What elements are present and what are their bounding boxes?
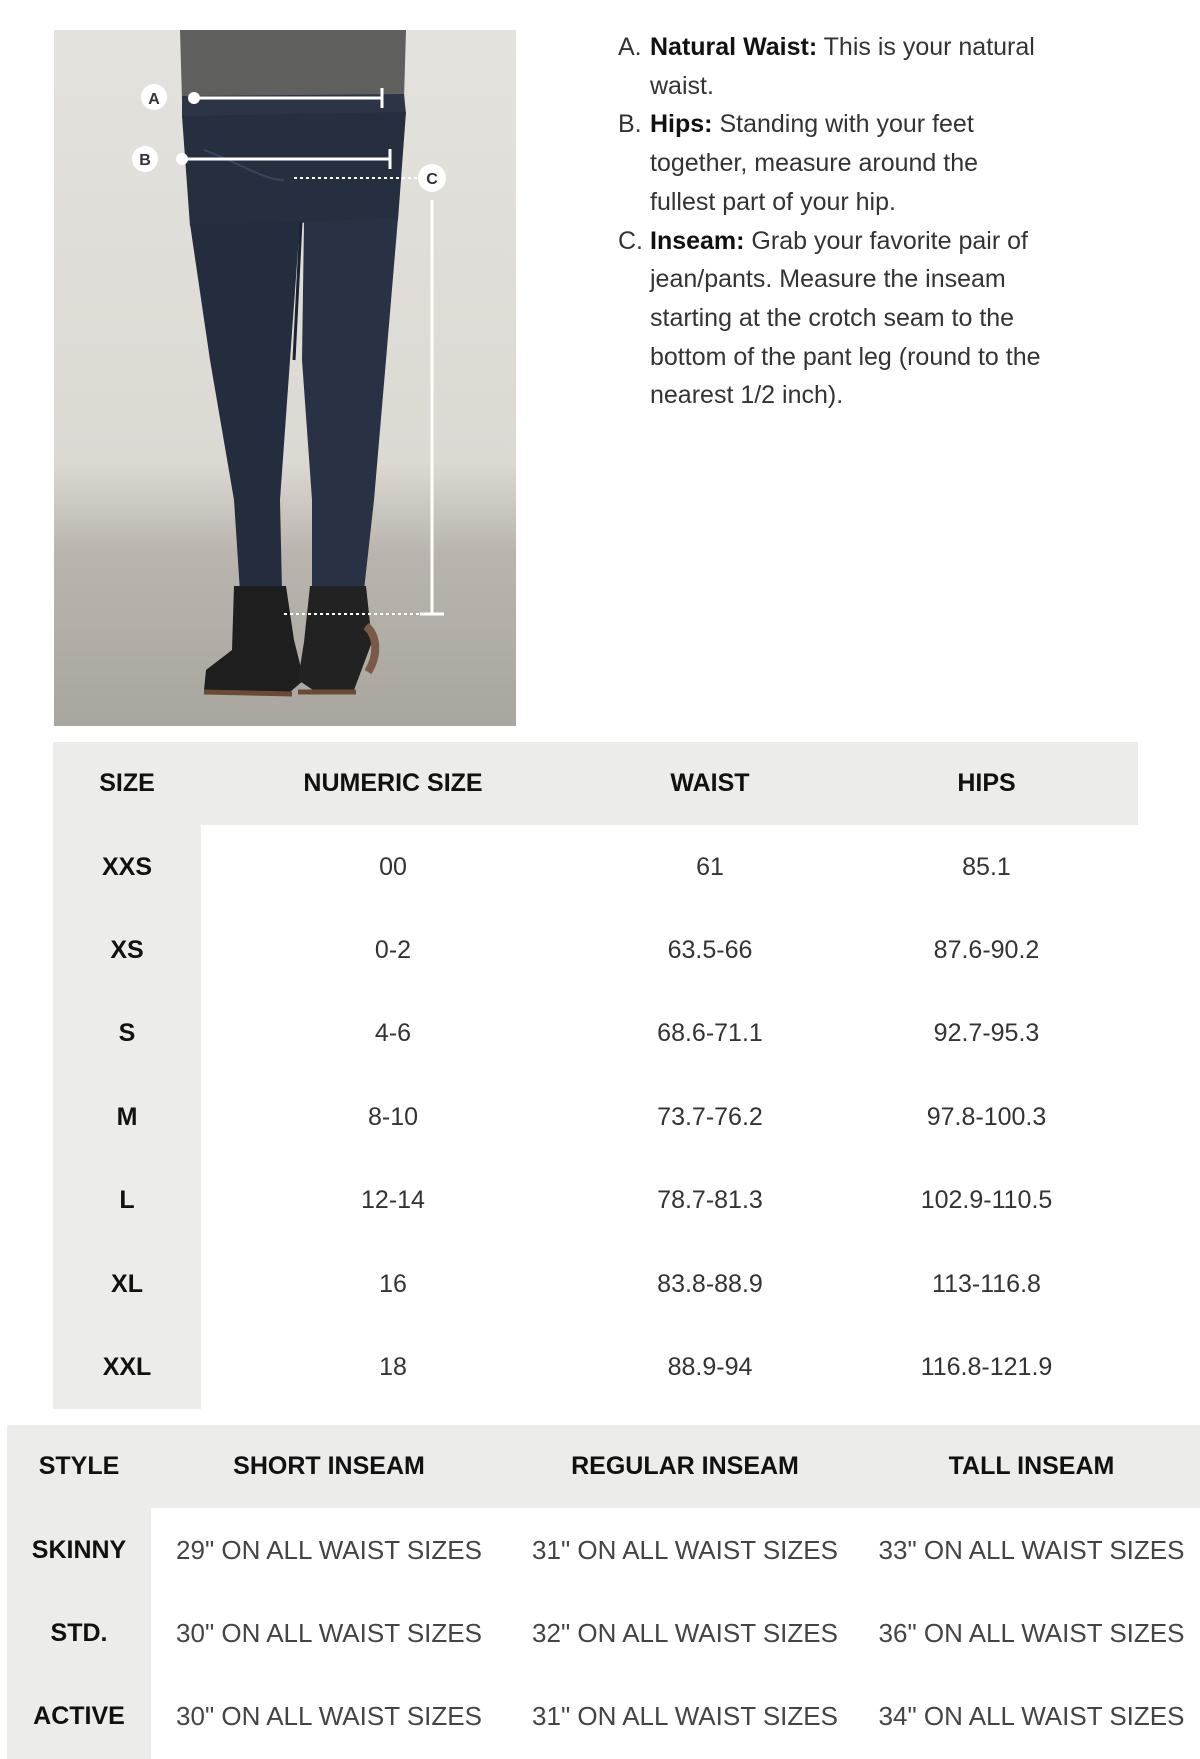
header-waist: WAIST: [585, 742, 835, 825]
header-numeric-size: NUMERIC SIZE: [201, 742, 585, 825]
table-row: [7, 1508, 1200, 1591]
numeric-size-cell: 8-10: [201, 1076, 585, 1159]
measurement-figure: [54, 30, 516, 726]
instruction-letter: A.: [618, 33, 642, 61]
hips-cell: 102.9-110.5: [835, 1159, 1138, 1242]
jeans-illustration: [54, 30, 516, 726]
tall-inseam-cell: 34" ON ALL WAIST SIZES: [863, 1675, 1200, 1758]
instruction-text: Standing with your feet together, measure around the fullest part of your hip.: [650, 110, 979, 216]
header-hips: HIPS: [835, 742, 1138, 825]
tall-inseam-cell: 33" ON ALL WAIST SIZES: [863, 1508, 1200, 1591]
instruction-text: This is your natural waist.: [650, 33, 1035, 100]
header-regular-inseam: REGULAR INSEAM: [507, 1425, 863, 1508]
marker-a: [141, 84, 167, 110]
numeric-size-cell: 4-6: [201, 992, 585, 1075]
tall-inseam-cell: 36" ON ALL WAIST SIZES: [863, 1592, 1200, 1675]
style-label: STD.: [7, 1592, 151, 1675]
size-label: XXS: [53, 825, 201, 908]
size-label: M: [53, 1076, 201, 1159]
instruction-letter: B.: [618, 110, 642, 139]
short-inseam-cell: 30" ON ALL WAIST SIZES: [151, 1592, 507, 1675]
header-size: SIZE: [53, 742, 201, 825]
size-label: XXL: [53, 1326, 201, 1409]
hips-cell: 85.1: [835, 825, 1138, 908]
marker-b: [132, 146, 158, 172]
hips-cell: 113-116.8: [835, 1242, 1138, 1325]
svg-text:A: A: [148, 91, 160, 108]
regular-inseam-cell: 31" ON ALL WAIST SIZES: [507, 1508, 863, 1591]
short-inseam-cell: 29" ON ALL WAIST SIZES: [151, 1508, 507, 1591]
marker-c: [418, 164, 446, 192]
instruction-inseam: [618, 222, 1048, 416]
hips-cell: 116.8-121.9: [835, 1326, 1138, 1409]
table-row: [53, 1076, 1138, 1159]
instruction-text: Grab your favorite pair of jean/pants. Measure the inseam starting at the crotch seam to the bottom of the pant leg (round to the nearest 1/2 inch).: [650, 226, 1041, 410]
table-row: [53, 1242, 1138, 1325]
instruction-natural-waist: [618, 28, 1048, 105]
size-label: L: [53, 1159, 201, 1242]
measurement-instructions: [618, 28, 1048, 415]
waist-cell: 63.5-66: [585, 909, 835, 992]
regular-inseam-cell: 32" ON ALL WAIST SIZES: [507, 1592, 863, 1675]
numeric-size-cell: 16: [201, 1242, 585, 1325]
instruction-term: Natural Waist:: [650, 33, 818, 61]
header-short-inseam: SHORT INSEAM: [151, 1425, 507, 1508]
short-inseam-cell: 30" ON ALL WAIST SIZES: [151, 1675, 507, 1758]
size-label: XS: [53, 909, 201, 992]
style-label: ACTIVE: [7, 1675, 151, 1758]
size-label: S: [53, 992, 201, 1075]
waist-cell: 73.7-76.2: [585, 1076, 835, 1159]
table-row: [7, 1592, 1200, 1675]
table-row: [53, 909, 1138, 992]
inseam-table: [7, 1425, 1200, 1759]
numeric-size-cell: 12-14: [201, 1159, 585, 1242]
regular-inseam-cell: 31" ON ALL WAIST SIZES: [507, 1675, 863, 1758]
instruction-letter: C.: [618, 226, 643, 255]
header-tall-inseam: TALL INSEAM: [863, 1425, 1200, 1508]
waist-cell: 83.8-88.9: [585, 1242, 835, 1325]
numeric-size-cell: 0-2: [201, 909, 585, 992]
style-label: SKINNY: [7, 1508, 151, 1591]
size-label: XL: [53, 1242, 201, 1325]
svg-text:C: C: [426, 171, 438, 188]
table-row: [53, 1159, 1138, 1242]
instruction-hips: [618, 105, 1048, 221]
waist-cell: 61: [585, 825, 835, 908]
table-row: [53, 825, 1138, 908]
svg-text:B: B: [139, 152, 151, 169]
hips-cell: 87.6-90.2: [835, 909, 1138, 992]
table-row: [53, 992, 1138, 1075]
numeric-size-cell: 00: [201, 825, 585, 908]
waist-cell: 68.6-71.1: [585, 992, 835, 1075]
table-row: [7, 1675, 1200, 1758]
hips-cell: 97.8-100.3: [835, 1076, 1138, 1159]
header-style: STYLE: [7, 1425, 151, 1508]
numeric-size-cell: 18: [201, 1326, 585, 1409]
hips-cell: 92.7-95.3: [835, 992, 1138, 1075]
instruction-term: Hips:: [650, 110, 713, 139]
waist-cell: 88.9-94: [585, 1326, 835, 1409]
size-chart-table: [53, 742, 1138, 1409]
table-row: [53, 1326, 1138, 1409]
size-table-header-row: [53, 742, 1138, 825]
instruction-term: Inseam:: [650, 226, 745, 255]
inseam-table-header-row: [7, 1425, 1200, 1508]
waist-cell: 78.7-81.3: [585, 1159, 835, 1242]
